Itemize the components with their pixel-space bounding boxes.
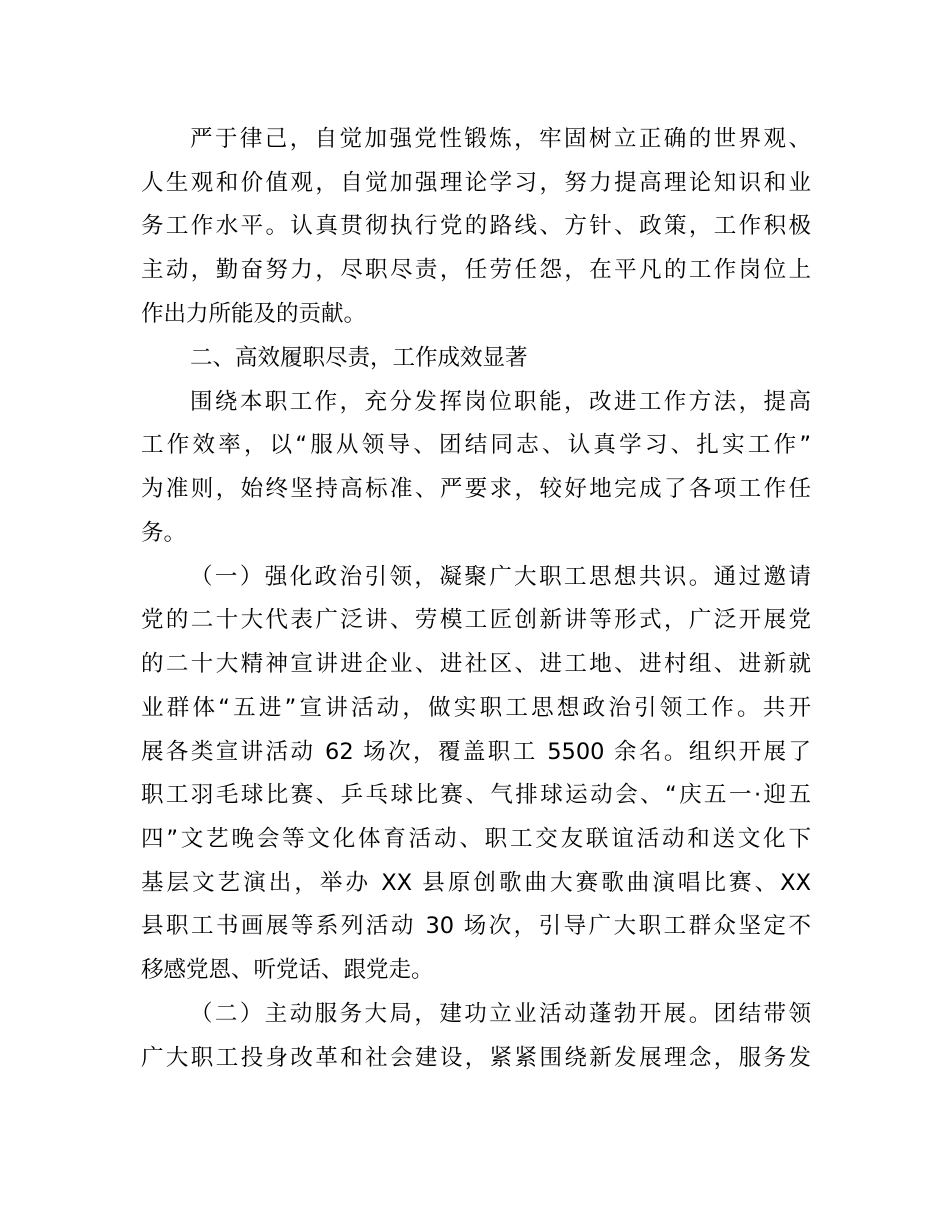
text-line: 业群体“五进”宣讲活动，做实职工思想政治引领工作。共开 [141,694,811,721]
section-heading: 二、高效履职尽责，工作成效显著 [190,344,528,371]
text-line: 人生观和价值观，自觉加强理论学习，努力提高理论知识和业 [141,169,811,196]
text-line: （一）强化政治引领，凝聚广大职工思想共识。通过邀请 [190,563,811,590]
text-line: 的二十大精神宣讲进企业、进社区、进工地、进村组、进新就 [141,651,811,678]
text-line: （二）主动服务大局，建功立业活动蓬勃开展。团结带领 [190,1000,811,1027]
text-line: 主动，勤奋努力，尽职尽责，任劳任怨，在平凡的工作岗位上 [141,257,811,284]
text-line: 务工作水平。认真贯彻执行党的路线、方针、政策，工作积极 [141,213,811,240]
text-line: 基层文艺演出，举办 XX 县原创歌曲大赛歌曲演唱比赛、XX [141,869,811,896]
text-line: 广大职工投身改革和社会建设，紧紧围绕新发展理念，服务发 [141,1044,811,1071]
document-body [141,118,811,1081]
text-line: 党的二十大代表广泛讲、劳模工匠创新讲等形式，广泛开展党 [141,607,811,634]
text-line: 展各类宣讲活动 62 场次，覆盖职工 5500 余名。组织开展了 [141,738,811,765]
paragraph-work-duties [141,381,811,556]
text-line: 移感党恩、听党话、跟党走。 [141,956,434,983]
paragraph-serve-overall [141,993,811,1080]
text-line: 县职工书画展等系列活动 30 场次，引导广大职工群众坚定不 [141,913,811,940]
text-line: 为准则，始终坚持高标准、严要求，较好地完成了各项工作任 [141,476,811,503]
text-line: 严于律己，自觉加强党性锻炼，牢固树立正确的世界观、 [190,126,811,152]
text-line: 工作效率，以“服从领导、团结同志、认真学习、扎实工作” [141,432,811,459]
paragraph-party-discipline [141,118,811,336]
text-line: 四”文艺晚会等文化体育活动、职工交友联谊活动和送文化下 [141,825,811,852]
section-heading-2 [141,337,811,381]
paragraph-political-guidance [141,556,811,993]
text-line: 作出力所能及的贡献。 [141,300,367,327]
text-line: 围绕本职工作，充分发挥岗位职能，改进工作方法，提高 [190,388,811,415]
text-line: 务。 [141,519,187,546]
text-line: 职工羽毛球比赛、乒乓球比赛、气排球运动会、“庆五一·迎五 [141,782,811,809]
